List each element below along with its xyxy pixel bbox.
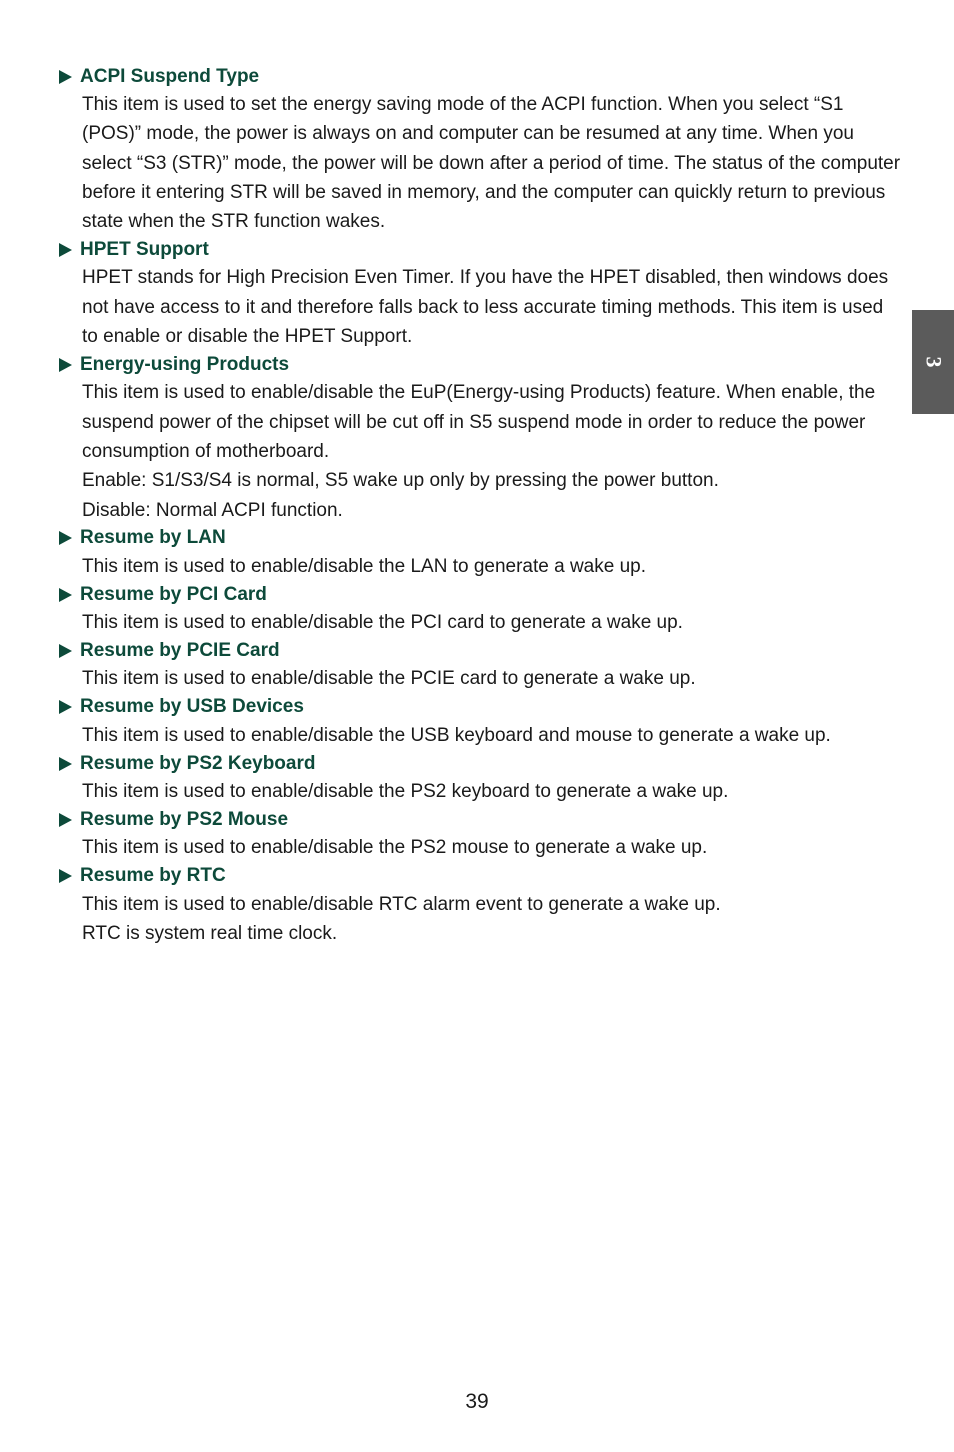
section-heading-label: Resume by PCIE Card — [80, 639, 280, 661]
chapter-side-tab — [912, 310, 954, 414]
triangle-bullet-icon — [59, 700, 72, 714]
section-paragraph: This item is used to enable/disable the EuP(Energy-using Products) feature. When enable, the suspend power of the chipset will be cut off in S5 suspend mode in order to reduce the power consumption of motherboard. — [82, 382, 876, 462]
section-heading — [57, 750, 902, 777]
page-number: 39 — [465, 1390, 489, 1413]
section-resume-by-rtc — [57, 863, 902, 949]
section-paragraph: HPET stands for High Precision Even Timer. If you have the HPET disabled, then windows does not have access to it and therefore falls back to less accurate timing methods. This item is used to enable or disable the HPET Support. — [82, 267, 889, 348]
section-resume-by-usb-devices — [57, 694, 902, 750]
section-paragraph: RTC is system real time clock. — [82, 922, 338, 944]
section-paragraph: This item is used to enable/disable the PCIE card to generate a wake up. — [82, 668, 696, 690]
triangle-bullet-icon — [59, 531, 72, 545]
section-paragraph: This item is used to enable/disable the PS2 mouse to generate a wake up. — [82, 837, 708, 859]
section-paragraph: This item is used to set the energy saving mode of the ACPI function. When you select “S1 (POS)” mode, the power is always on and computer can be resumed at any time. When you select “S3 (STR)” mode, the power will be down after a period of time. The status of the computer before it entering STR will be saved in memory, and the computer can quickly return to previous state when the STR function wakes. — [82, 94, 901, 233]
triangle-bullet-icon — [59, 70, 72, 84]
section-paragraph: Enable: S1/S3/S4 is normal, S5 wake up only by pressing the power button. — [82, 470, 719, 492]
chapter-number: 3 — [921, 356, 946, 368]
section-heading-label: Energy-using Products — [80, 353, 290, 375]
section-paragraph: This item is used to enable/disable the USB keyboard and mouse to generate a wake up. — [82, 724, 831, 746]
triangle-bullet-icon — [59, 358, 72, 372]
section-energy-using-products — [57, 351, 902, 524]
section-heading-label: Resume by USB Devices — [80, 696, 304, 718]
section-heading — [57, 525, 902, 552]
section-paragraph: Disable: Normal ACPI function. — [82, 499, 343, 521]
section-resume-by-pci-card — [57, 581, 902, 637]
section-heading-label: Resume by PCI Card — [80, 583, 267, 605]
section-paragraph: This item is used to enable/disable the LAN to generate a wake up. — [82, 555, 647, 577]
section-heading — [57, 63, 902, 90]
section-heading — [57, 806, 902, 833]
section-heading — [57, 863, 902, 890]
section-heading-label: Resume by PS2 Keyboard — [80, 752, 316, 774]
triangle-bullet-icon — [59, 588, 72, 602]
section-heading-label: Resume by PS2 Mouse — [80, 808, 289, 830]
document-body — [57, 63, 902, 948]
triangle-bullet-icon — [59, 869, 72, 883]
triangle-bullet-icon — [59, 644, 72, 658]
section-resume-by-ps2-keyboard — [57, 750, 902, 806]
section-heading-label: HPET Support — [80, 238, 209, 260]
section-resume-by-ps2-mouse — [57, 806, 902, 862]
section-heading-label: Resume by LAN — [80, 527, 226, 549]
section-heading — [57, 637, 902, 664]
section-resume-by-pcie-card — [57, 637, 902, 693]
section-heading — [57, 236, 902, 263]
section-heading — [57, 581, 902, 608]
section-heading — [57, 351, 902, 378]
section-heading — [57, 694, 902, 721]
triangle-bullet-icon — [59, 813, 72, 827]
section-heading-label: Resume by RTC — [80, 865, 226, 887]
section-acpi-suspend-type — [57, 63, 902, 236]
section-paragraph: This item is used to enable/disable the PCI card to generate a wake up. — [82, 612, 683, 634]
section-heading-label: ACPI Suspend Type — [80, 65, 260, 87]
triangle-bullet-icon — [59, 243, 72, 257]
section-paragraph: This item is used to enable/disable the PS2 keyboard to generate a wake up. — [82, 781, 729, 803]
section-hpet-support — [57, 236, 902, 351]
section-paragraph: This item is used to enable/disable RTC alarm event to generate a wake up. — [82, 893, 721, 915]
section-resume-by-lan — [57, 525, 902, 581]
triangle-bullet-icon — [59, 757, 72, 771]
